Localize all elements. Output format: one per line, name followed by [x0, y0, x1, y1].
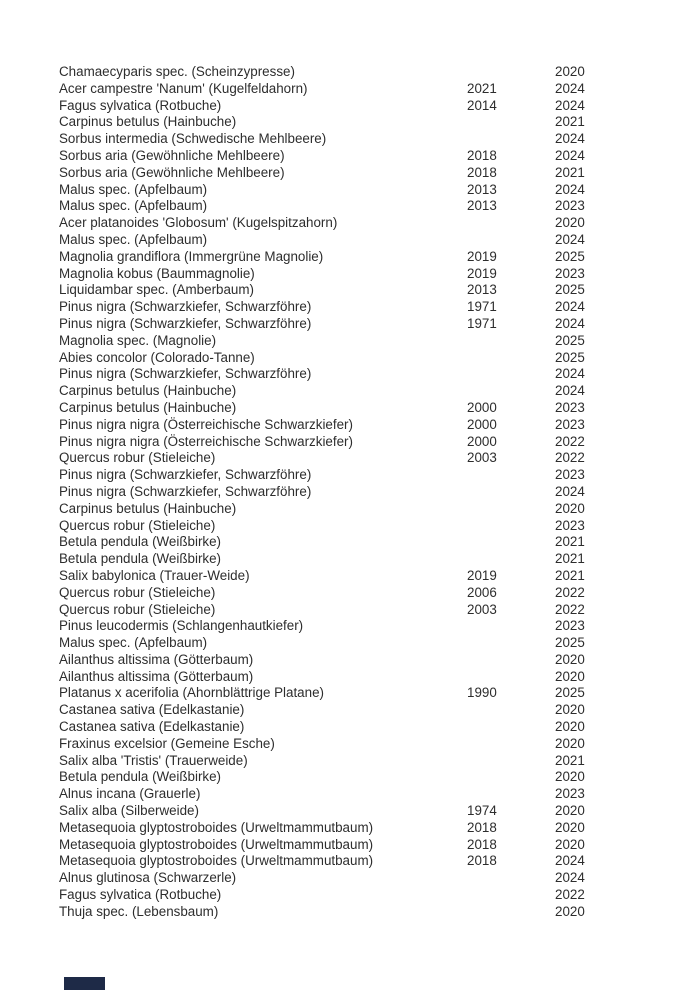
end-year-cell: 2023 [555, 198, 585, 214]
start-year-cell [467, 736, 555, 753]
species-name-cell: Pinus nigra nigra (Österreichische Schwarzkiefer) [59, 416, 353, 432]
start-year-cell: 2003 [467, 450, 497, 466]
start-year-cell [467, 501, 555, 518]
species-name-cell: Magnolia grandiflora (Immergrüne Magnolie) [59, 248, 324, 264]
species-name-cell: Pinus nigra (Schwarzkiefer, Schwarzföhre) [59, 366, 312, 382]
end-year-cell: 2025 [555, 635, 585, 651]
start-year-cell [467, 904, 555, 921]
start-year-cell [467, 232, 555, 249]
start-year-cell: 2003 [467, 601, 497, 617]
species-name-cell: Carpinus betulus (Hainbuche) [59, 114, 237, 130]
end-year-cell: 2024 [555, 231, 585, 247]
start-year-cell [467, 333, 555, 350]
species-name-cell: Thuja spec. (Lebensbaum) [59, 903, 219, 919]
end-year-cell: 2024 [555, 80, 585, 96]
end-year-cell: 2020 [555, 668, 585, 684]
table-row [59, 282, 639, 299]
species-name-cell: Salix alba 'Tristis' (Trauerweide) [59, 752, 248, 768]
end-year-cell: 2023 [555, 618, 585, 634]
start-year-cell [467, 64, 555, 81]
table-row [59, 148, 639, 165]
table-row [59, 64, 639, 81]
start-year-cell [467, 551, 555, 568]
end-year-cell: 2023 [555, 786, 585, 802]
end-year-cell: 2020 [555, 803, 585, 819]
species-name-cell: Quercus robur (Stieleiche) [59, 601, 216, 617]
table-row [59, 820, 639, 837]
species-name-cell: Fagus sylvatica (Rotbuche) [59, 97, 222, 113]
table-row [59, 652, 639, 669]
end-year-cell: 2022 [555, 433, 585, 449]
table-row [59, 853, 639, 870]
species-name-cell: Chamaecyparis spec. (Scheinzypresse) [59, 64, 295, 79]
start-year-cell: 1971 [467, 299, 497, 315]
table-row [59, 299, 639, 316]
species-name-cell: Platanus x acerifolia (Ahornblättrige Platane) [59, 685, 324, 701]
start-year-cell [467, 669, 555, 686]
species-name-cell: Metasequoia glyptostroboides (Urweltmammutbaum) [59, 836, 374, 852]
footer-bar [64, 977, 105, 990]
table-row [59, 484, 639, 501]
start-year-cell: 2018 [467, 853, 497, 869]
table-row [59, 568, 639, 585]
species-name-cell: Quercus robur (Stieleiche) [59, 517, 216, 533]
species-name-cell: Fraxinus excelsior (Gemeine Esche) [59, 735, 275, 751]
end-year-cell: 2024 [555, 853, 585, 869]
end-year-cell: 2020 [555, 500, 585, 516]
end-year-cell: 2021 [555, 752, 585, 768]
species-name-cell: Acer campestre 'Nanum' (Kugelfeldahorn) [59, 80, 308, 96]
end-year-cell: 2020 [555, 836, 585, 852]
species-name-cell: Betula pendula (Weißbirke) [59, 534, 222, 550]
start-year-cell [467, 786, 555, 803]
table-row [59, 618, 639, 635]
table-row [59, 803, 639, 820]
species-name-cell: Sorbus aria (Gewöhnliche Mehlbeere) [59, 147, 285, 163]
end-year-cell: 2023 [555, 399, 585, 415]
start-year-cell [467, 215, 555, 232]
species-name-cell: Pinus nigra (Schwarzkiefer, Schwarzföhre) [59, 467, 312, 483]
start-year-cell [467, 719, 555, 736]
species-name-cell: Pinus nigra (Schwarzkiefer, Schwarzföhre) [59, 483, 312, 499]
end-year-cell: 2024 [555, 147, 585, 163]
start-year-cell: 1974 [467, 803, 497, 819]
start-year-cell [467, 870, 555, 887]
species-name-cell: Acer platanoides 'Globosum' (Kugelspitzahorn) [59, 215, 338, 231]
table-row [59, 635, 639, 652]
start-year-cell [467, 518, 555, 535]
start-year-cell: 2018 [467, 147, 497, 163]
start-year-cell [467, 114, 555, 131]
start-year-cell: 2014 [467, 97, 497, 113]
start-year-cell [467, 366, 555, 383]
table-row [59, 870, 639, 887]
table-row [59, 685, 639, 702]
table-row [59, 316, 639, 333]
table-row [59, 434, 639, 451]
table-row [59, 887, 639, 904]
end-year-cell: 2022 [555, 887, 585, 903]
table-row [59, 518, 639, 535]
end-year-cell: 2021 [555, 567, 585, 583]
species-name-cell: Malus spec. (Apfelbaum) [59, 198, 208, 214]
end-year-cell: 2023 [555, 416, 585, 432]
start-year-cell [467, 534, 555, 551]
end-year-cell: 2024 [555, 131, 585, 147]
table-row [59, 98, 639, 115]
start-year-cell [467, 702, 555, 719]
start-year-cell [467, 769, 555, 786]
table-row [59, 400, 639, 417]
end-year-cell: 2023 [555, 265, 585, 281]
table-row [59, 215, 639, 232]
table-row [59, 702, 639, 719]
start-year-cell: 2019 [467, 567, 497, 583]
start-year-cell [467, 131, 555, 148]
species-name-cell: Castanea sativa (Edelkastanie) [59, 719, 245, 735]
start-year-cell: 2021 [467, 80, 497, 96]
end-year-cell: 2024 [555, 97, 585, 113]
start-year-cell [467, 652, 555, 669]
species-name-cell: Pinus nigra nigra (Österreichische Schwarzkiefer) [59, 433, 353, 449]
species-name-cell: Alnus glutinosa (Schwarzerle) [59, 870, 237, 886]
end-year-cell: 2024 [555, 870, 585, 886]
end-year-cell: 2025 [555, 282, 585, 298]
start-year-cell: 2018 [467, 164, 497, 180]
end-year-cell: 2020 [555, 769, 585, 785]
table-row [59, 232, 639, 249]
table-row [59, 501, 639, 518]
table-row [59, 736, 639, 753]
species-name-cell: Metasequoia glyptostroboides (Urweltmammutbaum) [59, 853, 374, 869]
end-year-cell: 2020 [555, 903, 585, 919]
species-name-cell: Salix babylonica (Trauer-Weide) [59, 567, 250, 583]
start-year-cell: 2019 [467, 248, 497, 264]
start-year-cell [467, 887, 555, 904]
species-name-cell: Magnolia spec. (Magnolie) [59, 332, 217, 348]
table-row [59, 551, 639, 568]
end-year-cell: 2020 [555, 215, 585, 231]
end-year-cell: 2021 [555, 534, 585, 550]
end-year-cell: 2023 [555, 517, 585, 533]
start-year-cell [467, 383, 555, 400]
table-row [59, 669, 639, 686]
species-name-cell: Pinus nigra (Schwarzkiefer, Schwarzföhre) [59, 299, 312, 315]
species-name-cell: Betula pendula (Weißbirke) [59, 769, 222, 785]
table-row [59, 417, 639, 434]
start-year-cell: 2018 [467, 836, 497, 852]
species-name-cell: Alnus incana (Grauerle) [59, 786, 201, 802]
end-year-cell: 2022 [555, 450, 585, 466]
table-row [59, 198, 639, 215]
end-year-cell: 2024 [555, 366, 585, 382]
start-year-cell: 2013 [467, 181, 497, 197]
table-row [59, 602, 639, 619]
start-year-cell: 2006 [467, 584, 497, 600]
end-year-cell: 2022 [555, 601, 585, 617]
table-row [59, 114, 639, 131]
end-year-cell: 2022 [555, 584, 585, 600]
start-year-cell [467, 484, 555, 501]
end-year-cell: 2020 [555, 735, 585, 751]
table-row [59, 450, 639, 467]
species-name-cell: Abies concolor (Colorado-Tanne) [59, 349, 255, 365]
table-row [59, 131, 639, 148]
species-name-cell: Ailanthus altissima (Götterbaum) [59, 668, 254, 684]
end-year-cell: 2024 [555, 299, 585, 315]
start-year-cell [467, 350, 555, 367]
species-name-cell: Betula pendula (Weißbirke) [59, 551, 222, 567]
species-name-cell: Carpinus betulus (Hainbuche) [59, 399, 237, 415]
table-row [59, 182, 639, 199]
species-name-cell: Sorbus intermedia (Schwedische Mehlbeere) [59, 131, 327, 147]
end-year-cell: 2025 [555, 349, 585, 365]
table-row [59, 467, 639, 484]
end-year-cell: 2024 [555, 181, 585, 197]
table-row [59, 266, 639, 283]
start-year-cell: 2000 [467, 433, 497, 449]
start-year-cell: 1971 [467, 315, 497, 331]
end-year-cell: 2025 [555, 685, 585, 701]
species-name-cell: Salix alba (Silberweide) [59, 803, 199, 819]
end-year-cell: 2024 [555, 383, 585, 399]
species-name-cell: Fagus sylvatica (Rotbuche) [59, 887, 222, 903]
species-name-cell: Quercus robur (Stieleiche) [59, 450, 216, 466]
table-row [59, 719, 639, 736]
species-name-cell: Malus spec. (Apfelbaum) [59, 635, 208, 651]
end-year-cell: 2021 [555, 114, 585, 130]
species-name-cell: Liquidambar spec. (Amberbaum) [59, 282, 254, 298]
start-year-cell: 1990 [467, 685, 497, 701]
end-year-cell: 2024 [555, 315, 585, 331]
end-year-cell: 2023 [555, 467, 585, 483]
start-year-cell: 2013 [467, 198, 497, 214]
species-name-cell: Metasequoia glyptostroboides (Urweltmammutbaum) [59, 819, 374, 835]
table-row [59, 753, 639, 770]
start-year-cell [467, 467, 555, 484]
table-row [59, 585, 639, 602]
species-name-cell: Castanea sativa (Edelkastanie) [59, 702, 245, 718]
end-year-cell: 2020 [555, 719, 585, 735]
table-row [59, 165, 639, 182]
start-year-cell [467, 753, 555, 770]
table-row [59, 904, 639, 921]
table-row [59, 534, 639, 551]
table-row [59, 350, 639, 367]
start-year-cell: 2013 [467, 282, 497, 298]
table-row [59, 366, 639, 383]
end-year-cell: 2021 [555, 551, 585, 567]
species-name-cell: Ailanthus altissima (Götterbaum) [59, 651, 254, 667]
end-year-cell: 2020 [555, 702, 585, 718]
end-year-cell: 2021 [555, 164, 585, 180]
species-name-cell: Pinus nigra (Schwarzkiefer, Schwarzföhre) [59, 315, 312, 331]
species-name-cell: Quercus robur (Stieleiche) [59, 584, 216, 600]
table-row [59, 837, 639, 854]
species-name-cell: Sorbus aria (Gewöhnliche Mehlbeere) [59, 164, 285, 180]
end-year-cell: 2025 [555, 248, 585, 264]
species-name-cell: Pinus leucodermis (Schlangenhautkiefer) [59, 618, 304, 634]
species-name-cell: Malus spec. (Apfelbaum) [59, 231, 208, 247]
table-row [59, 81, 639, 98]
start-year-cell [467, 635, 555, 652]
table-row [59, 769, 639, 786]
species-name-cell: Magnolia kobus (Baummagnolie) [59, 265, 255, 281]
start-year-cell [467, 618, 555, 635]
table-row [59, 333, 639, 350]
table-row [59, 383, 639, 400]
start-year-cell: 2019 [467, 265, 497, 281]
end-year-cell: 2020 [555, 819, 585, 835]
table-row [59, 249, 639, 266]
species-name-cell: Carpinus betulus (Hainbuche) [59, 383, 237, 399]
species-name-cell: Malus spec. (Apfelbaum) [59, 181, 208, 197]
end-year-cell: 2020 [555, 651, 585, 667]
table-row [59, 786, 639, 803]
species-name-cell: Carpinus betulus (Hainbuche) [59, 500, 237, 516]
end-year-cell: 2020 [555, 64, 585, 79]
start-year-cell: 2000 [467, 399, 497, 415]
end-year-cell: 2025 [555, 332, 585, 348]
start-year-cell: 2000 [467, 416, 497, 432]
start-year-cell: 2018 [467, 819, 497, 835]
end-year-cell: 2024 [555, 483, 585, 499]
tree-table [59, 64, 639, 921]
